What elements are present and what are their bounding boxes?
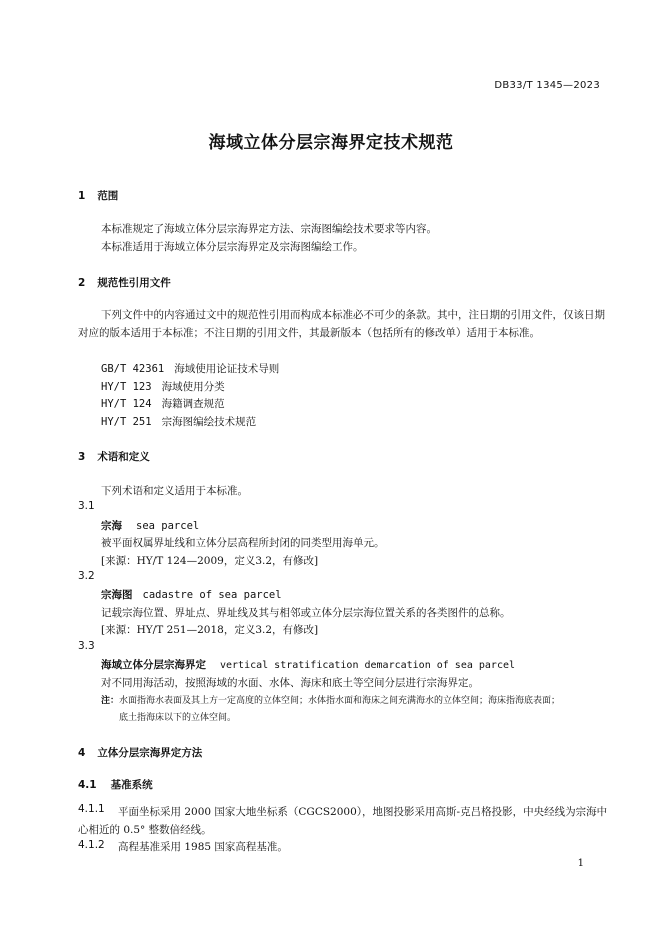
reference-item xyxy=(101,414,256,429)
page-number: 1 xyxy=(577,858,584,869)
clause-number-text: 4.1.2 xyxy=(78,839,105,851)
term-chinese: 宗海图 xyxy=(101,589,133,601)
reference-name: 宗海图编绘技术规范 xyxy=(161,416,257,428)
term-definition: 记载宗海位置、界址点、界址线及其与相邻或立体分层宗海位置关系的各类图件的总称。 xyxy=(101,607,511,619)
term-english: vertical stratification demarcation of sea parcel xyxy=(220,660,516,671)
reference-item xyxy=(101,396,225,411)
clause-text: 高程基准采用 1985 国家高程基准。 xyxy=(118,841,288,853)
term-chinese: 海域立体分层宗海界定 xyxy=(101,659,206,671)
term-title xyxy=(101,657,515,672)
section-title: 术语和定义 xyxy=(97,451,150,463)
term-number: 3.2 xyxy=(78,570,95,582)
clause-number xyxy=(78,839,105,851)
term-title xyxy=(101,587,282,602)
section-2-heading xyxy=(78,275,171,290)
section-number: 4 xyxy=(78,747,86,759)
term-chinese: 宗海 xyxy=(101,520,122,532)
section-title: 立体分层宗海界定方法 xyxy=(97,747,203,759)
section-number: 3 xyxy=(78,451,86,463)
clause-text: 平面坐标采用 2000 国家大地坐标系（CGCS2000），地图投影采用高斯-克吕格投影，中央经线为宗海中心相近的 0.5° 整数倍经线。 xyxy=(78,806,608,836)
term-english: cadastre of sea parcel xyxy=(142,589,282,601)
term-definition: 被平面权属界址线和立体分层高程所封闭的同类型用海单元。 xyxy=(101,537,385,549)
section-title: 规范性引用文件 xyxy=(97,277,171,289)
section-4-heading xyxy=(78,745,202,760)
term-english: sea parcel xyxy=(136,520,200,532)
section-3-heading xyxy=(78,449,150,464)
section-title: 范围 xyxy=(97,190,119,202)
page-title: 海域立体分层宗海界定技术规范 xyxy=(208,133,454,153)
section-number: 2 xyxy=(78,277,86,289)
clause-number-text: 4.1.1 xyxy=(78,803,105,815)
section-number: 1 xyxy=(78,190,86,202)
subsection-number: 4.1 xyxy=(78,779,97,791)
document-code: DB33/T 1345—2023 xyxy=(494,80,600,91)
reference-code: GB/T 42361 xyxy=(101,363,165,375)
reference-name: 海籍调查规范 xyxy=(161,398,225,410)
reference-code: HY/T 123 xyxy=(101,381,152,393)
term-number: 3.1 xyxy=(78,500,95,512)
section-3-intro: 下列术语和定义适用于本标准。 xyxy=(101,485,248,497)
reference-code: HY/T 124 xyxy=(101,398,152,410)
subsection-heading xyxy=(78,777,153,792)
reference-name: 海域使用分类 xyxy=(161,381,225,393)
section-1-heading xyxy=(78,188,118,203)
term-number: 3.3 xyxy=(78,640,95,652)
subsection-title: 基准系统 xyxy=(110,779,153,791)
section-1-paragraph-1: 本标准规定了海域立体分层宗海界定方法、宗海图编绘技术要求等内容。 xyxy=(101,223,437,235)
note-text: 水面指海水表面及其上方一定高度的立体空间；水体指水面和海床之间充满海水的立体空间；海床指海底表面； xyxy=(119,696,561,706)
section-1-paragraph-2: 本标准适用于海域立体分层宗海界定及宗海图编绘工作。 xyxy=(101,241,364,253)
note-label: 注： xyxy=(101,696,120,706)
reference-code: HY/T 251 xyxy=(101,416,152,428)
note-continuation: 底土指海床以下的立体空间。 xyxy=(119,713,237,723)
reference-name: 海域使用论证技术导则 xyxy=(174,363,280,375)
term-source: [来源：HY/T 251—2018，定义3.2，有修改] xyxy=(101,624,319,636)
section-2-paragraph: 下列文件中的内容通过文中的规范性引用而构成本标准必不可少的条款。其中，注日期的引用文件，仅该日期对应的版本适用于本标准；不注日期的引用文件，其最新版本（包括所有的修改单）适用于本标准。 xyxy=(78,309,605,339)
reference-item xyxy=(101,379,225,394)
note xyxy=(101,693,560,706)
term-title xyxy=(101,518,199,533)
reference-item xyxy=(101,361,279,376)
term-source: [来源：HY/T 124—2009，定义3.2，有修改] xyxy=(101,555,319,567)
term-definition: 对不同用海活动，按照海域的水面、水体、海床和底土等空间分层进行宗海界定。 xyxy=(101,677,479,689)
